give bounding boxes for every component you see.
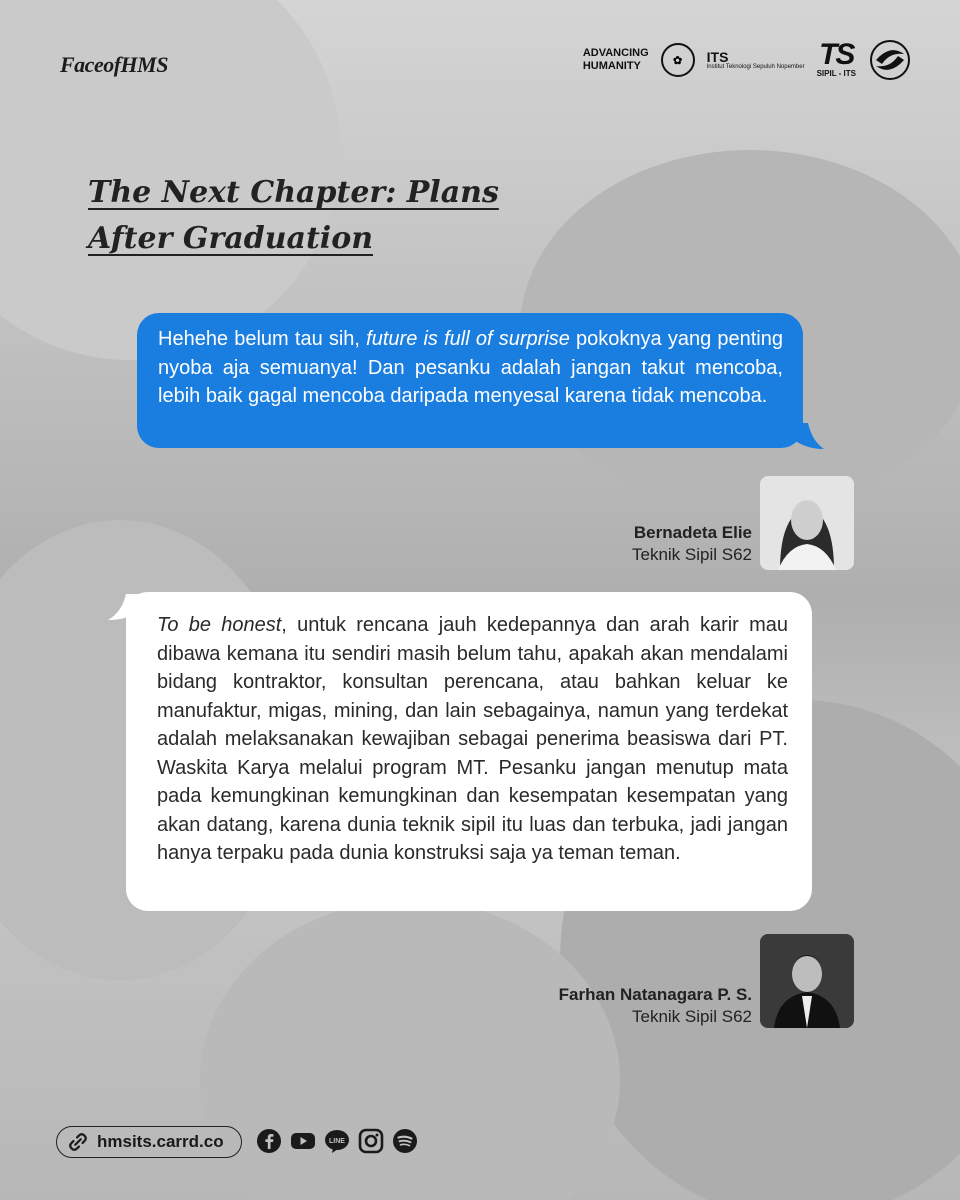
instagram-icon[interactable] bbox=[358, 1128, 384, 1154]
page-title: The Next Chapter: Plans After Graduation bbox=[88, 175, 499, 256]
quote2-text: , untuk rencana jauh kedepannya dan arah karir mau dibawa kemana itu sendiri masih belum tahu, apakah akan mendalami bidang kontraktor, konsultan perencana, atau bahkan keluar ke manufaktur, migas, mining, dan lain sebagainya, namun yang terdekat adalah melaksanakan kewajiban sebagai penerima beasiswa dari PT. Waskita Karya melalui program MT. Pesanku jangan menutup mata pada kemungkinan kemungkinan dan kesempatan kesempatan yang akan datang, karena dunia teknik sipil itu luas dan terbuka, jadi jangan hanya terpaku pada dunia konstruksi saja ya teman teman. bbox=[157, 614, 788, 864]
person1-avatar bbox=[760, 476, 854, 570]
person2-avatar bbox=[760, 934, 854, 1028]
spotify-icon[interactable] bbox=[392, 1128, 418, 1154]
person1-caption bbox=[632, 522, 752, 566]
hms-swirl-logo-icon bbox=[868, 38, 912, 82]
person2-name: Farhan Natanagara P. S. bbox=[558, 985, 752, 1004]
advancing-humanity-logo: ADVANCING HUMANITY bbox=[582, 47, 649, 72]
brand-logo: FaceofHMS bbox=[60, 52, 168, 77]
facebook-icon[interactable] bbox=[256, 1128, 282, 1154]
partner-logos bbox=[583, 38, 912, 82]
line-icon[interactable] bbox=[324, 1128, 350, 1154]
its-seal-icon: ✿ bbox=[661, 43, 695, 77]
its-logo: ITS Institut Teknologi Sepuluh Nopember bbox=[706, 48, 805, 70]
bubble-tail-blue bbox=[790, 423, 824, 451]
website-link-text: hmsits.carrd.co bbox=[97, 1132, 224, 1151]
svg-text:LINE: LINE bbox=[329, 1138, 345, 1145]
person1-name: Bernadeta Elie bbox=[633, 523, 752, 542]
link-icon bbox=[67, 1131, 89, 1153]
quote1-text-italic: future is full of surprise bbox=[366, 328, 570, 350]
website-link[interactable] bbox=[56, 1126, 242, 1158]
person1-role: Teknik Sipil S62 bbox=[631, 545, 752, 564]
quote2-text-italic: To be honest bbox=[157, 614, 282, 636]
quote1-text-end: pokoknya yang penting nyoba aja semuanya! Dan pesanku adalah jangan takut mencoba, lebih baik gagal mencoba daripada menyesal karena tidak mencoba. bbox=[158, 328, 783, 407]
quote1-text-start: Hehehe belum tau sih, bbox=[158, 328, 367, 350]
youtube-icon[interactable] bbox=[290, 1128, 316, 1154]
person2-caption bbox=[559, 984, 752, 1028]
ts-sipil-logo: TS SIPIL - ITS bbox=[816, 38, 856, 78]
person2-role: Teknik Sipil S62 bbox=[631, 1007, 752, 1026]
social-icons bbox=[256, 1128, 418, 1154]
quote-bubble-blue bbox=[137, 313, 803, 448]
quote-bubble-white bbox=[126, 592, 812, 911]
